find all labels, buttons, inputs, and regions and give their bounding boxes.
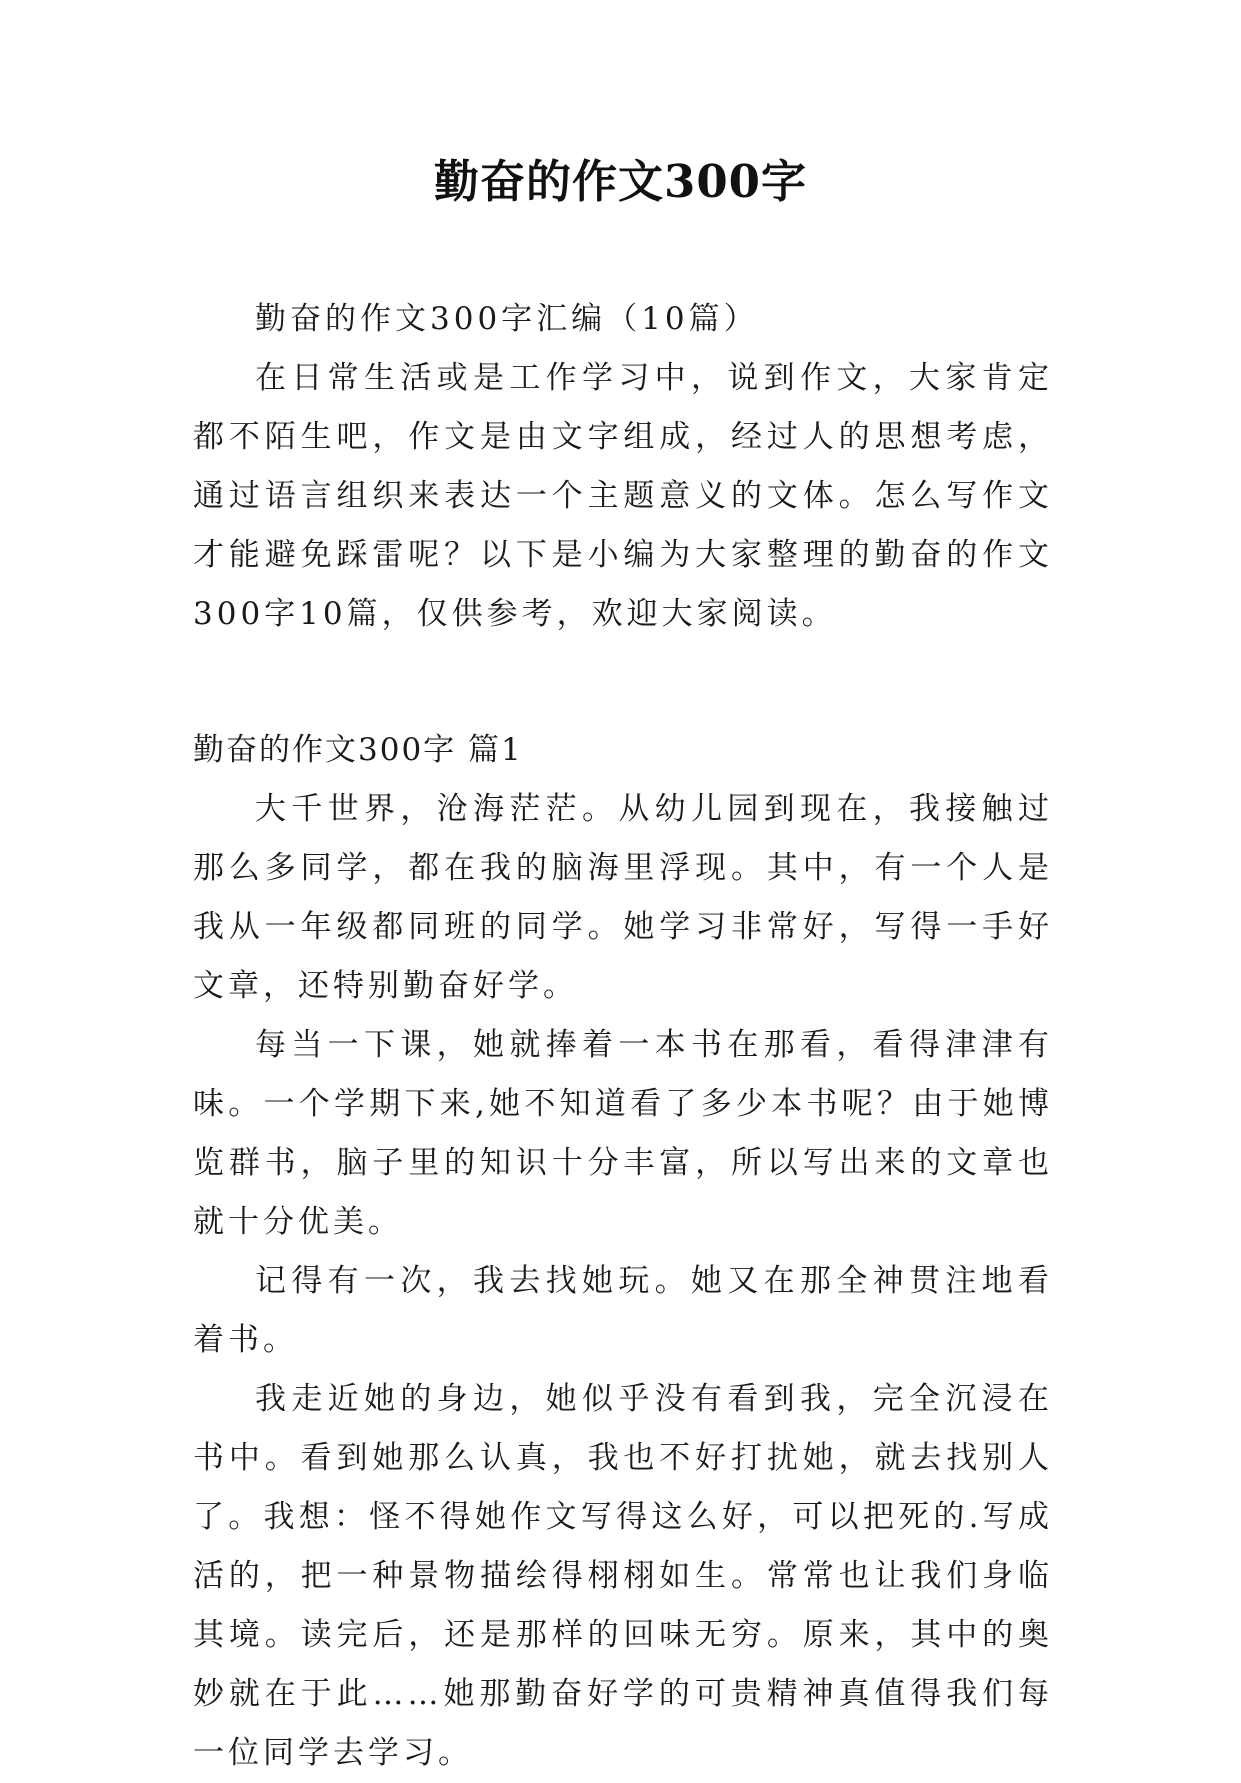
- intro-paragraph: 在日常生活或是工作学习中，说到作文，大家肯定都不陌生吧，作文是由文字组成，经过人的思想考虑，通过语言组织来表达一个主题意义的文体。怎么写作文才能避免踩雷呢？以下是小编为大家整理的勤奋的作文300字10篇，仅供参考，欢迎大家阅读。: [193, 360, 1053, 632]
- document-title: 勤奋的作文300字: [434, 155, 807, 208]
- section-paragraph: 大千世界，沧海茫茫。从幼儿园到现在，我接触过那么多同学，都在我的脑海里浮现。其中，有一个人是我从一年级都同班的同学。她学习非常好，写得一手好文章，还特别勤奋好学。: [193, 791, 1053, 1004]
- section-paragraph: 记得有一次，我去找她玩。她又在那全神贯注地看着书。: [193, 1263, 1053, 1358]
- section-paragraph: 每当一下课，她就捧着一本书在那看，看得津津有味。一个学期下来,她不知道看了多少本书呢？由于她博览群书，脑子里的知识十分丰富，所以写出来的文章也就十分优美。: [193, 1027, 1053, 1240]
- section-heading: 勤奋的作文300字 篇1: [193, 732, 523, 768]
- document-body: [193, 290, 1053, 1783]
- intro-subtitle: 勤奋的作文300字汇编（10篇）: [255, 301, 759, 337]
- section-paragraph: 我走近她的身边，她似乎没有看到我，完全沉浸在书中。看到她那么认真，我也不好打扰她，就去找别人了。我想：怪不得她作文写得这么好，可以把死的.写成活的，把一种景物描绘得栩栩如生。常常也让我们身临其境。读完后，还是那样的回味无穷。原来，其中的奥妙就在于此……她那勤奋好学的可贵精神真值得我们每一位同学去学习。: [193, 1381, 1053, 1771]
